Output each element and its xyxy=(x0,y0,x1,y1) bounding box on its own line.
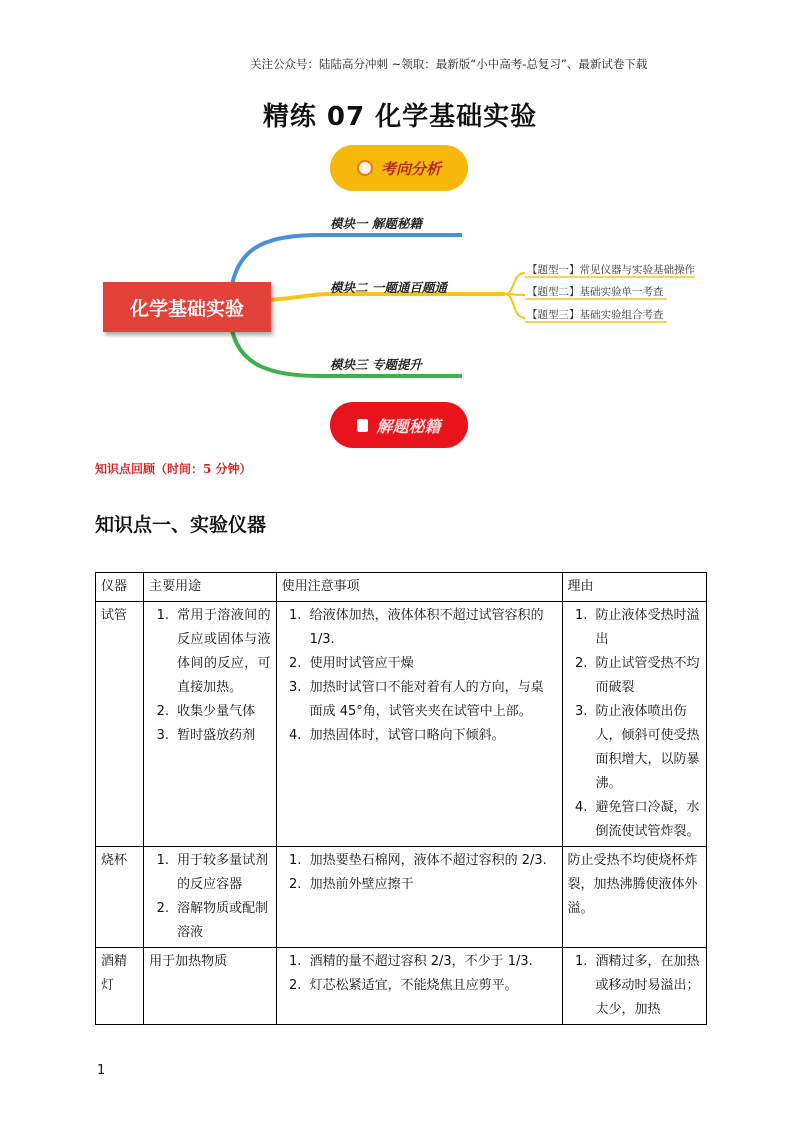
list-item: 3. 防止液体喷出伤人，倾斜可使受热面积增大，以防暴沸。 xyxy=(592,700,702,796)
document-icon xyxy=(357,419,368,432)
header-cell: 理由 xyxy=(562,573,707,602)
list-item: 1. 用于较多量试剂的反应容器 xyxy=(173,849,270,897)
tips-pill xyxy=(330,402,468,448)
notes-cell xyxy=(276,602,562,847)
list-item: 2. 溶解物质或配制溶液 xyxy=(173,897,270,945)
header-note: 关注公众号：陆陆高分冲刺 ~领取：最新版“小中高考-总复习”、最新试卷下载 xyxy=(250,57,648,71)
sub-item-1: 【题型一】常见仪器与实验基础操作 xyxy=(527,264,695,276)
mindmap xyxy=(0,140,800,460)
branch-label-3: 模块三 专题提升 xyxy=(330,357,422,372)
sub-connector xyxy=(505,273,525,318)
sub-item-2: 【题型二】基础实验单一考查 xyxy=(527,286,664,298)
list-item: 2. 防止试管受热不均而破裂 xyxy=(592,652,702,700)
analysis-pill-label: 考向分析 xyxy=(380,159,441,178)
target-icon xyxy=(357,160,373,176)
reasons-cell xyxy=(562,948,707,1025)
uses-cell xyxy=(144,847,276,948)
section-title: 知识点一、实验仪器 xyxy=(95,514,267,536)
list-item: 2. 灯芯松紧适宜，不能烧焦且应剪平。 xyxy=(306,974,557,998)
tips-pill-label: 解题秘籍 xyxy=(376,416,441,436)
header-cell: 使用注意事项 xyxy=(276,573,562,602)
instrument-name: 酒精灯 xyxy=(96,948,144,1025)
central-topic: 化学基础实验 xyxy=(103,282,271,332)
list-item: 2. 加热前外壁应擦干 xyxy=(306,873,557,897)
instrument-table xyxy=(95,572,707,1025)
list-item: 1. 酒精的量不超过容积 2/3，不少于 1/3. xyxy=(306,950,557,974)
table-row xyxy=(96,948,707,1025)
list-item: 1. 加热要垫石棉网，液体不超过容积的 2/3. xyxy=(306,849,557,873)
table-row xyxy=(96,602,707,847)
list-item: 1. 给液体加热，液体体积不超过试管容积的 1/3. xyxy=(306,604,557,652)
table-row xyxy=(96,847,707,948)
instrument-name: 试管 xyxy=(96,602,144,847)
analysis-pill xyxy=(330,145,468,191)
list-item: 3. 暂时盛放药剂 xyxy=(173,724,270,748)
sub-item-3: 【题型三】基础实验组合考查 xyxy=(527,309,664,321)
page-title: 精练 07 化学基础实验 xyxy=(262,102,538,132)
list-item: 1. 防止液体受热时溢出 xyxy=(592,604,702,652)
list-item: 4. 加热固体时，试管口略向下倾斜。 xyxy=(306,724,557,748)
use-text: 用于加热物质 xyxy=(144,948,276,1025)
header-cell: 主要用途 xyxy=(144,573,276,602)
table-header-row xyxy=(96,573,707,602)
notes-cell xyxy=(276,948,562,1025)
list-item: 2. 使用时试管应干燥 xyxy=(306,652,557,676)
reason-text: 防止受热不均使烧杯炸裂，加热沸腾使液体外溢。 xyxy=(562,847,707,948)
instrument-name: 烧杯 xyxy=(96,847,144,948)
list-item: 2. 收集少量气体 xyxy=(173,700,270,724)
reasons-cell xyxy=(562,602,707,847)
list-item: 3. 加热时试管口不能对着有人的方向，与桌面成 45°角，试管夹夹在试管中上部。 xyxy=(306,676,557,724)
notes-cell xyxy=(276,847,562,948)
list-item: 4. 避免管口冷凝，水倒流使试管炸裂。 xyxy=(592,796,702,844)
page-number: 1 xyxy=(97,1063,106,1078)
branch-label-2: 模块二 一题通百题通 xyxy=(330,280,447,295)
uses-cell xyxy=(144,602,276,847)
branch-label-1: 模块一 解题秘籍 xyxy=(330,216,422,231)
list-item: 1. 常用于溶液间的反应或固体与液体间的反应，可直接加热。 xyxy=(173,604,270,700)
list-item: 1. 酒精过多，在加热或移动时易溢出；太少，加热 xyxy=(592,950,702,1022)
header-cell: 仪器 xyxy=(96,573,144,602)
review-label: 知识点回顾（时间：5 分钟） xyxy=(95,462,252,476)
